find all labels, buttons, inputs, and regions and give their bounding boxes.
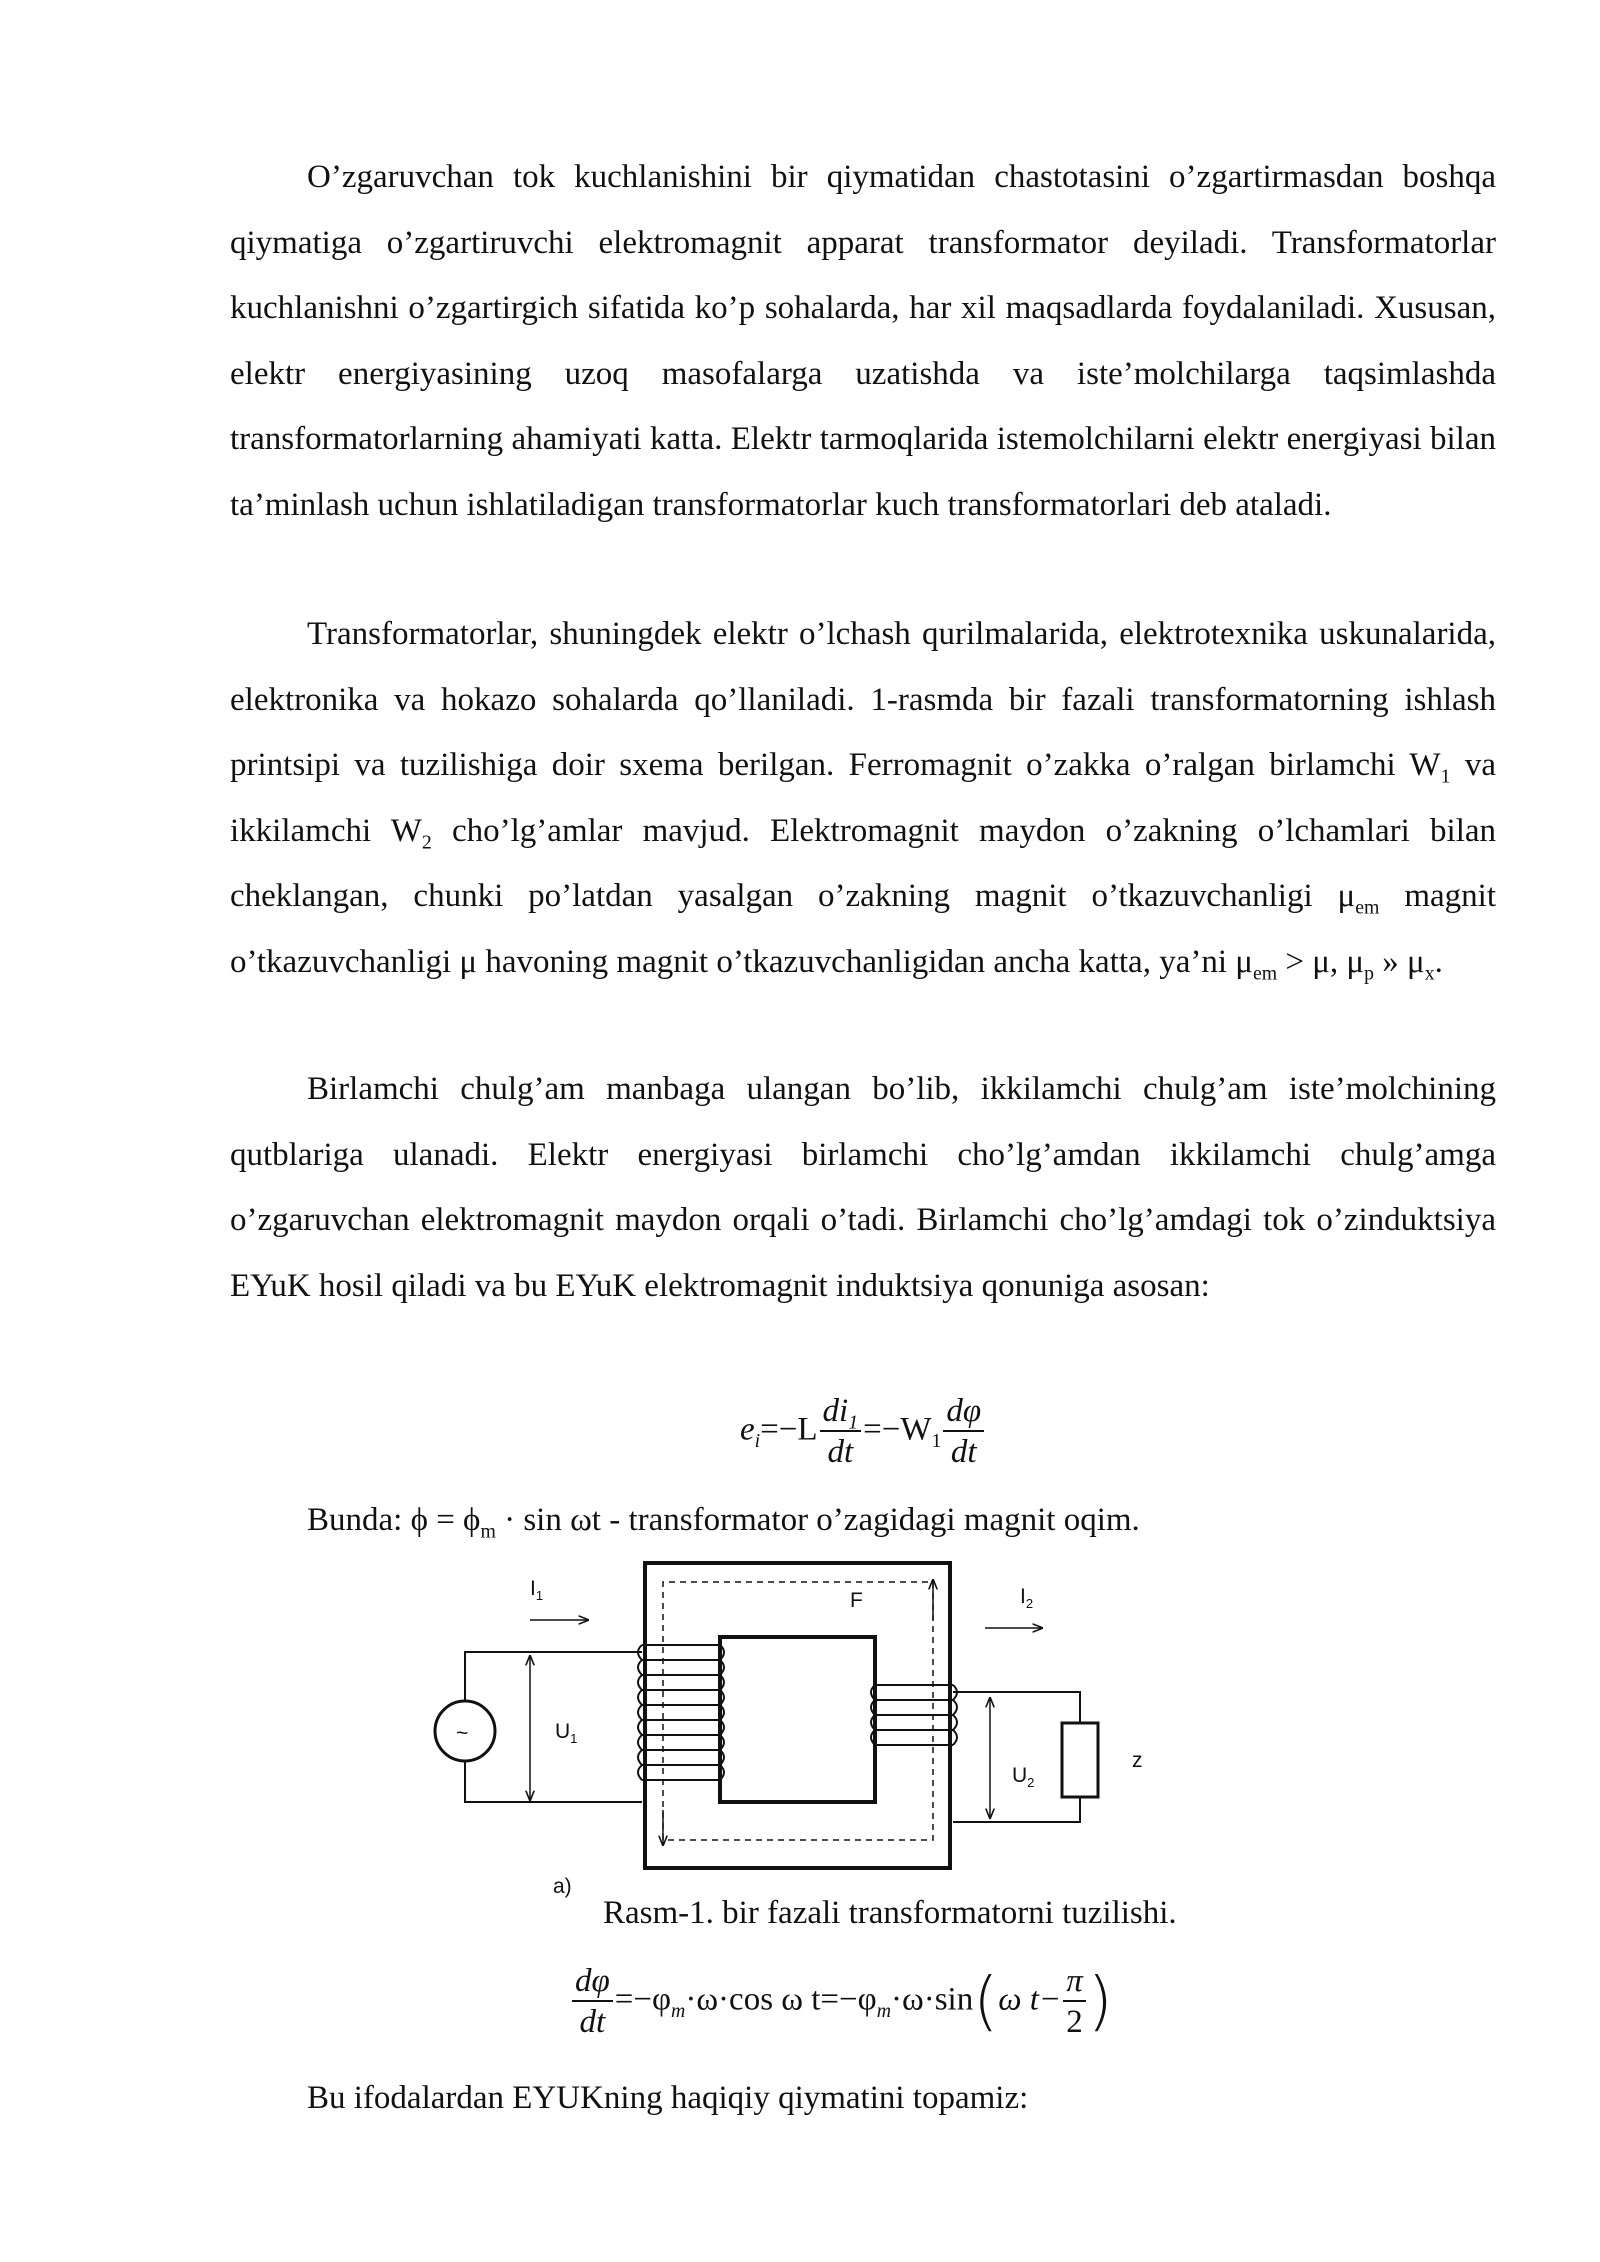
formula-emf xyxy=(740,1392,986,1472)
transformer-diagram xyxy=(420,1560,1220,1900)
formula-op: =−φ xyxy=(614,1981,672,2018)
fraction-denominator: dt xyxy=(950,1434,977,1470)
paragraph-3-text: Birlamchi chulg’am manbaga ulangan bo’lib, ikkilamchi chulg’am iste’molchining qutblariga ulanadi. Elektr energiyasi birlamchi cho’lg’amdan ikkilamchi chulg’amga o’zgaruvchan elektromagnit maydon orqali o’tadi. Birlamchi cho’lg’amdagi tok o’zinduktsiya EYuK hosil qiladi va bu EYuK elektromagnit induktsiya qonuniga asosan: xyxy=(230,1071,1496,1304)
phi-m-subscript: m xyxy=(671,2000,686,2023)
bunda-text: Bunda: ϕ = ϕ xyxy=(307,1502,481,1538)
paren-close: ) xyxy=(1087,1965,1113,2039)
formula-op: ·ω·cos ω t=−φ xyxy=(685,1981,877,2018)
u1-label: $U_1$ xyxy=(555,1720,578,1746)
diagram-sublabel: a) xyxy=(553,1875,572,1898)
formula-derivative xyxy=(570,1962,1113,2042)
core-window xyxy=(720,1637,875,1802)
formula-lhs-subscript: i xyxy=(754,1430,761,1453)
paren-open: ( xyxy=(973,1965,999,2039)
para2-text: . xyxy=(1434,943,1443,980)
phi-m-subscript: m xyxy=(480,1520,496,1543)
primary-wire-top xyxy=(465,1652,642,1702)
fraction-numerator: di xyxy=(822,1393,849,1429)
fraction-denominator: dt xyxy=(827,1434,854,1470)
w1-subscript: 1 xyxy=(1440,765,1451,788)
secondary-winding xyxy=(871,1685,957,1745)
para2-text: Transformatorlar, shuningdek elektr o’lchash qurilmalarida, elektrotexnika uskunalarida, elektronika va hokazo sohalarda qo’llaniladi. 1-rasmda bir fazali transformatorning ishlash printsipi va tuzilishiga doir sxema berilgan. Ferromagnit o’zakka o’ralgan birlamchi W xyxy=(230,616,1496,783)
i2-label: $I_2$ xyxy=(1020,1585,1034,1611)
last-line: Bu ifodalardan EYUKning haqiqiy qiymatini topamiz: xyxy=(307,2080,1029,2116)
figure-caption: Rasm-1. bir fazali transformatorni tuzilishi. xyxy=(603,1895,1177,1931)
paragraph-2 xyxy=(230,602,1496,995)
formula-op: =−W xyxy=(863,1411,932,1448)
ac-source-symbol: ~ xyxy=(456,1722,469,1745)
u2-label: $U_2$ xyxy=(1012,1764,1035,1790)
para2-text: » μ xyxy=(1374,943,1425,980)
mu-em-subscript: em xyxy=(1252,962,1278,985)
paragraph-1-text: O’zgaruvchan tok kuchlanishini bir qiymatidan chastotasini o’zgartirmasdan boshqa qiymatiga o’zgartiruvchi elektromagnit apparat transformator deyiladi. Transformatorlar kuchlanishni o’zgartirgich sifatida ko’p sohalarda, har xil maqsadlarda foydalaniladi. Xususan, elektr energiyasining uzoq masofalarga uzatishda va iste’molchilarga taqsimlashda transformatorlarning ahamiyati katta. Elektr tarmoqlarida istemolchilarni elektr energiyasi bilan ta’minlash uchun ishlatiladigan transformatorlar kuch transformatorlari deb ataladi. xyxy=(230,159,1496,523)
secondary-wire-bottom xyxy=(953,1797,1080,1822)
fraction-dphi-dt xyxy=(943,1392,984,1472)
fraction-numerator: π xyxy=(1063,1962,1086,2002)
secondary-wire-top xyxy=(953,1692,1080,1723)
fraction-dphi-dt xyxy=(572,1962,613,2042)
fraction-numerator-subscript: 1 xyxy=(848,1411,859,1434)
mu-p-subscript: p xyxy=(1364,962,1374,985)
mu-em-subscript: em xyxy=(1355,896,1380,919)
bunda-text: · sin ωt - transformator o’zagidagi magnit oqim. xyxy=(495,1502,1140,1538)
fraction-numerator: dφ xyxy=(572,1962,613,2002)
fraction-denominator: dt xyxy=(579,2004,606,2040)
load-resistor-icon xyxy=(1062,1723,1098,1797)
mu-x-subscript: x xyxy=(1424,962,1435,985)
paragraph-3 xyxy=(230,1057,1496,1319)
phi-m-subscript: m xyxy=(876,2000,891,2023)
formula-op: =−L xyxy=(760,1411,818,1448)
formula-inner: ω t− xyxy=(998,1981,1062,2018)
formula-lhs: e xyxy=(740,1411,755,1448)
formula-op: ·ω·sin xyxy=(891,1981,974,2018)
w-subscript: 1 xyxy=(931,1430,942,1453)
fraction-pi-2 xyxy=(1063,1962,1086,2042)
bunda-line xyxy=(307,1502,1140,1543)
fraction-numerator: dφ xyxy=(943,1392,984,1432)
para2-text: > μ, μ xyxy=(1277,943,1365,980)
w2-subscript: 2 xyxy=(421,831,432,854)
load-label: z xyxy=(1132,1749,1143,1772)
flux-label: F xyxy=(850,1589,863,1612)
paragraph-1 xyxy=(230,145,1496,538)
para2-text: magnit o’tkazuvchanligi μ havoning magnit o’tkazuvchanligidan ancha katta, ya’ni μ xyxy=(230,878,1496,980)
primary-wire-bottom xyxy=(465,1760,642,1802)
primary-winding xyxy=(638,1645,724,1780)
para2-text: va ikkilamchi W xyxy=(230,747,1496,849)
fraction-di-dt xyxy=(820,1392,862,1472)
i1-label: $I_1$ xyxy=(530,1577,544,1603)
para2-text: cho’lg’amlar mavjud. Elektromagnit maydon o’zakning o’lchamlari bilan cheklangan, chunki po’latdan yasalgan o’zakning magnit o’tkazuvchanligi μ xyxy=(230,812,1497,914)
fraction-denominator: 2 xyxy=(1066,2004,1083,2040)
